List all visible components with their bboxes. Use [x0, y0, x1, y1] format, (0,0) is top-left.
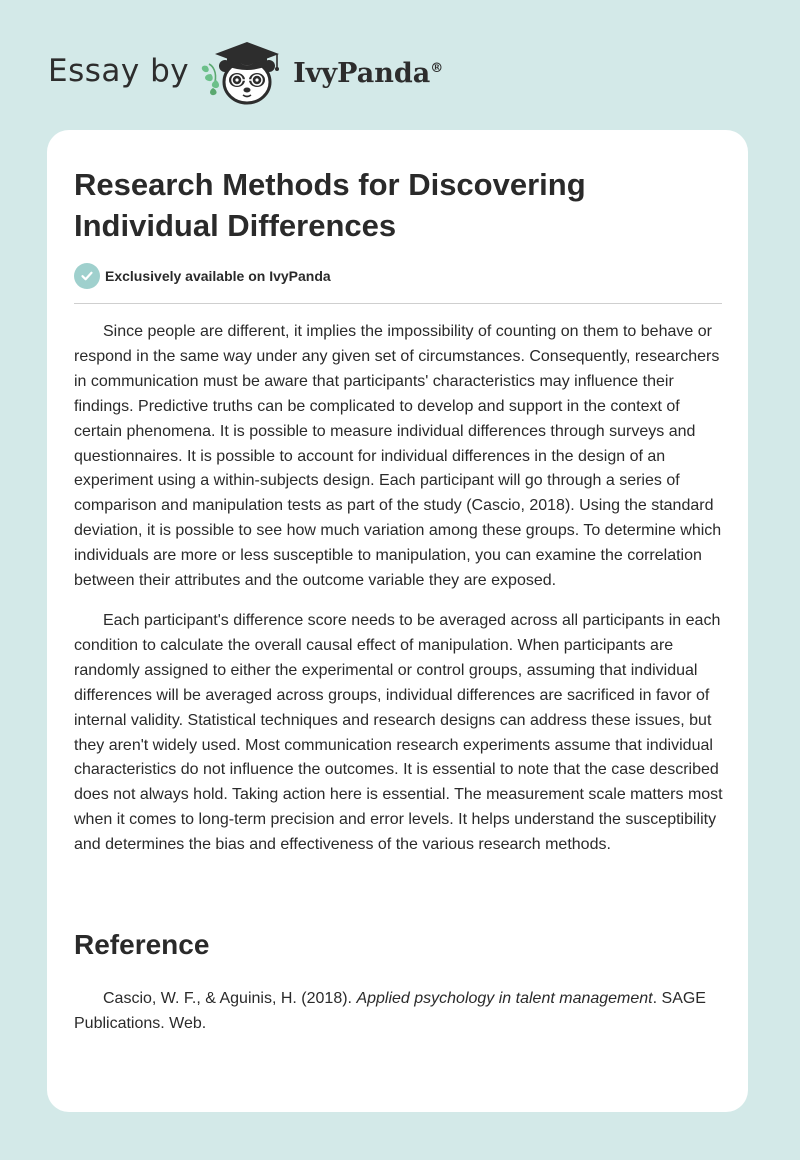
reference-publisher: . SAGE Publications. Web. — [74, 990, 706, 1032]
panda-graduate-logo-icon — [199, 36, 291, 110]
essay-body — [74, 320, 724, 873]
essay-paragraph: Since people are different, it implies the impossibility of counting on them to behave or respond in the same way under any given set of circumstances. Consequently, researchers in communication must be aware that participants' characteristics may influence their findings. Predictive truths can be complicated to develop and support in the context of certain phenomena. It is possible to measure individual differences through surveys and questionnaires. It is possible to account for individual differences in the design of an experiment using a within-subjects design. Each participant will go through a series of comparison and manipulation tests as part of the study (Cascio, 2018). Using the standard deviation, it is possible to see how much variation among these groups. To determine which individuals are more or less susceptible to manipulation, you can examine the correlation between their attributes and the outcome variable they are exposed. — [74, 323, 722, 590]
reference-entry — [74, 987, 724, 1037]
registered-mark: ® — [430, 60, 444, 76]
reference-title: Applied psychology in talent management — [356, 990, 653, 1007]
page-title: Research Methods for Discovering Individual Differences — [74, 167, 586, 243]
brand-header[interactable] — [48, 36, 443, 110]
exclusive-badge — [74, 263, 331, 289]
exclusive-label: Exclusively available on IvyPanda — [105, 268, 331, 284]
reference-authors: Cascio, W. F., & Aguinis, H. (2018). — [103, 990, 357, 1007]
essay-card — [47, 130, 748, 1112]
ivypanda-wordmark — [293, 58, 443, 89]
divider — [74, 303, 722, 304]
brand-name-text: IvyPanda — [293, 57, 431, 89]
essay-paragraph: Each participant's difference score needs to be averaged across all participants in each condition to calculate the overall causal effect of manipulation. When participants are randomly assigned to either the experimental or control groups, assuming that individual differences will be averaged across groups, individual differences are sacrificed in favor of internal validity. Statistical techniques and research designs can address these issues, but they aren't widely used. Most communication research experiments assume that individual characteristics do not influence the outcomes. It is essential to note that the case described does not always hold. Taking action here is essential. The measurement scale matters most when it comes to long-term precision and error levels. It helps understand the susceptibility and determines the bias and effectiveness of the various research methods. — [74, 611, 723, 854]
check-circle-icon — [74, 263, 100, 289]
reference-heading: Reference — [74, 929, 210, 960]
essay-by-label: Essay by — [48, 53, 190, 89]
